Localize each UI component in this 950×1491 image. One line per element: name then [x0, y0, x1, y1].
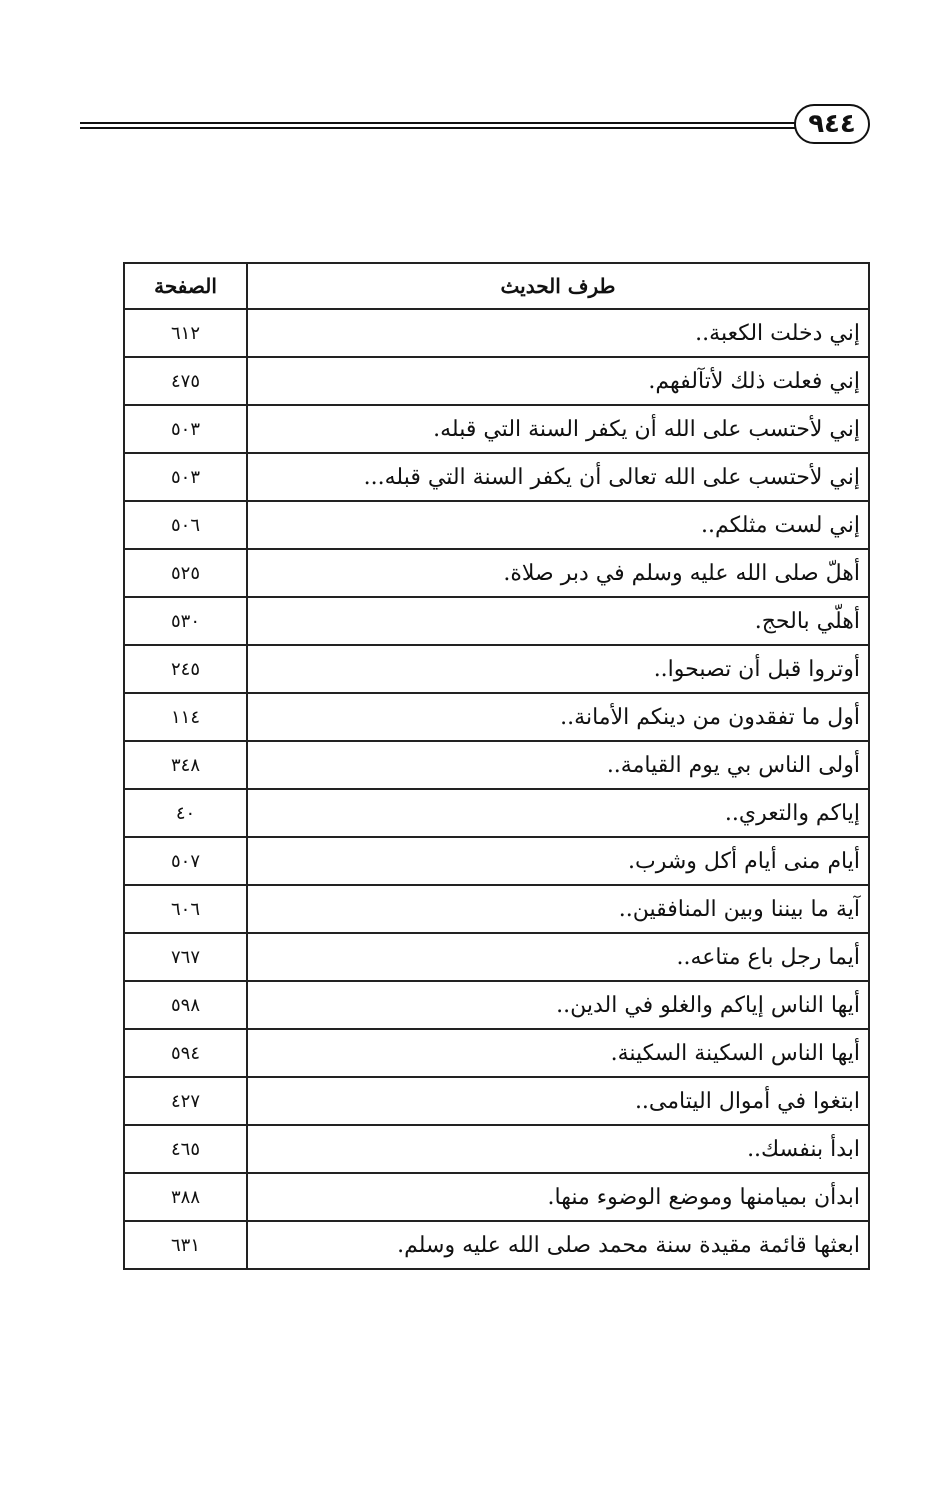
table-row: [124, 1125, 869, 1173]
page-number-cell: ٥٩٨: [124, 981, 247, 1029]
hadith-text-cell: إني فعلت ذلك لأتآلفهم.: [247, 357, 869, 405]
table-row: [124, 309, 869, 357]
hadith-text-cell: أيها الناس إياكم والغلو في الدين..: [247, 981, 869, 1029]
table-row: [124, 1221, 869, 1269]
page-number-badge: [794, 104, 870, 144]
page-number: ٩٤٤: [808, 109, 856, 139]
hadith-text-cell: أهلّي بالحج.: [247, 597, 869, 645]
hadith-text-cell: إني لست مثلكم..: [247, 501, 869, 549]
page-number-cell: ٥٠٦: [124, 501, 247, 549]
table-row: [124, 885, 869, 933]
hadith-text-cell: ابدأ بنفسك..: [247, 1125, 869, 1173]
table-row: [124, 741, 869, 789]
hadith-text-cell: إني لأحتسب على الله أن يكفر السنة التي قبله.: [247, 405, 869, 453]
table-row: [124, 837, 869, 885]
page-number-cell: ٢٤٥: [124, 645, 247, 693]
column-header-page: الصفحة: [124, 263, 247, 309]
header-rule: [80, 122, 800, 129]
hadith-text-cell: ابدأن بميامنها وموضع الوضوء منها.: [247, 1173, 869, 1221]
table-row: [124, 357, 869, 405]
page-number-cell: ٦٣١: [124, 1221, 247, 1269]
table-row: [124, 453, 869, 501]
table-body: [124, 309, 869, 1269]
page-number-cell: ٤٧٥: [124, 357, 247, 405]
page-number-cell: ٥٠٧: [124, 837, 247, 885]
table-row: [124, 597, 869, 645]
page-number-cell: ٦٠٦: [124, 885, 247, 933]
page-number-cell: ٤٦٥: [124, 1125, 247, 1173]
table-row: [124, 501, 869, 549]
page-number-cell: ٤٠: [124, 789, 247, 837]
table-header-row: [124, 263, 869, 309]
page-number-cell: ٥٩٤: [124, 1029, 247, 1077]
hadith-text-cell: ابتغوا في أموال اليتامى..: [247, 1077, 869, 1125]
table-row: [124, 549, 869, 597]
table-row: [124, 933, 869, 981]
table-row: [124, 1029, 869, 1077]
table-row: [124, 981, 869, 1029]
hadith-text-cell: أولى الناس بي يوم القيامة..: [247, 741, 869, 789]
hadith-text-cell: أيما رجل باع متاعه..: [247, 933, 869, 981]
hadith-text-cell: ابعثها قائمة مقيدة سنة محمد صلى الله عليه وسلم.: [247, 1221, 869, 1269]
hadith-text-cell: أوتروا قبل أن تصبحوا..: [247, 645, 869, 693]
page-number-cell: ٥٢٥: [124, 549, 247, 597]
hadith-text-cell: أول ما تفقدون من دينكم الأمانة..: [247, 693, 869, 741]
page-number-cell: ٤٢٧: [124, 1077, 247, 1125]
page-header: [80, 104, 870, 148]
page-number-cell: ٥٠٣: [124, 453, 247, 501]
page-number-cell: ٣٨٨: [124, 1173, 247, 1221]
hadith-text-cell: آية ما بيننا وبين المنافقين..: [247, 885, 869, 933]
hadith-text-cell: إني لأحتسب على الله تعالى أن يكفر السنة التي قبله...: [247, 453, 869, 501]
table-row: [124, 693, 869, 741]
table-row: [124, 1077, 869, 1125]
page-number-cell: ٦١٢: [124, 309, 247, 357]
hadith-text-cell: إني دخلت الكعبة..: [247, 309, 869, 357]
table-row: [124, 405, 869, 453]
hadith-text-cell: أيام منى أيام أكل وشرب.: [247, 837, 869, 885]
table-row: [124, 645, 869, 693]
hadith-text-cell: أهلّ صلى الله عليه وسلم في دبر صلاة.: [247, 549, 869, 597]
column-header-hadith: طرف الحديث: [247, 263, 869, 309]
page-number-cell: ١١٤: [124, 693, 247, 741]
page-number-cell: ٧٦٧: [124, 933, 247, 981]
page-number-cell: ٣٤٨: [124, 741, 247, 789]
table-row: [124, 1173, 869, 1221]
hadith-text-cell: أيها الناس السكينة السكينة.: [247, 1029, 869, 1077]
hadith-text-cell: إياكم والتعري..: [247, 789, 869, 837]
page-number-cell: ٥٠٣: [124, 405, 247, 453]
page-number-cell: ٥٣٠: [124, 597, 247, 645]
hadith-index-table: [123, 262, 870, 1270]
table-row: [124, 789, 869, 837]
